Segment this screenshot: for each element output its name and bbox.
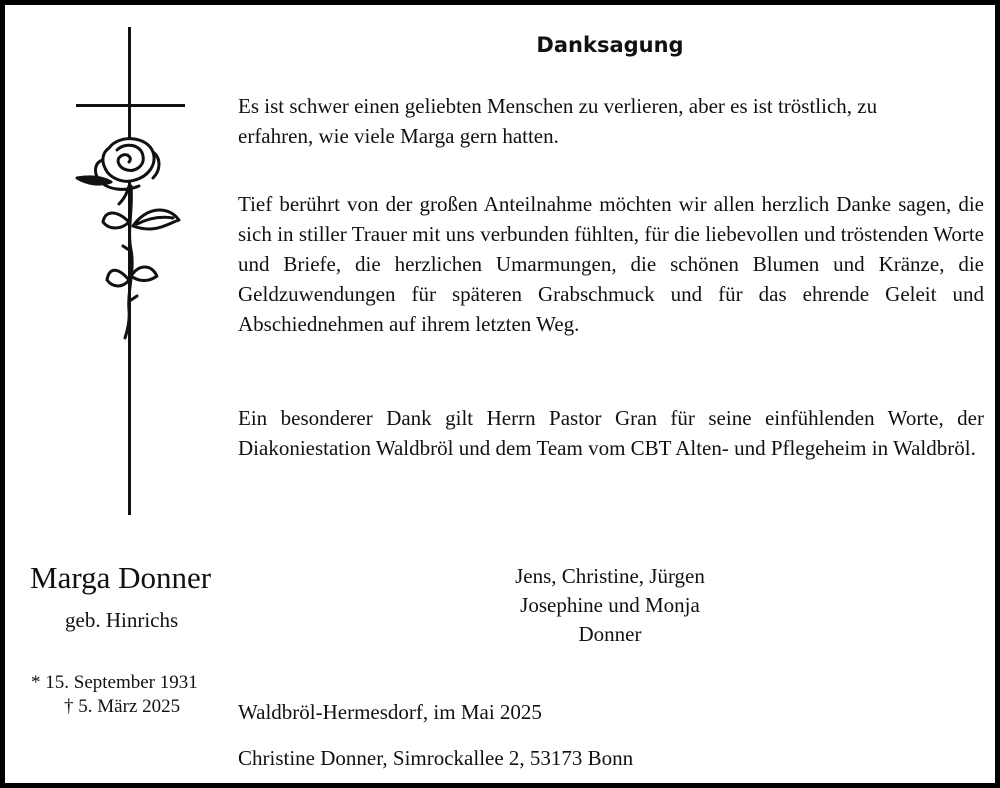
contact-address: Christine Donner, Simrockallee 2, 53173 Bonn [238, 746, 634, 770]
intro-paragraph: Es ist schwer einen geliebten Menschen zu verlieren, aber es ist tröstlich, zu erfahren, wie viele Marga gern hatten. [238, 94, 878, 148]
family-line: Jens, Christine, Jürgen [515, 564, 705, 588]
family-line: Josephine und Monja [520, 593, 700, 617]
thanks-paragraph: Tief berührt von der großen Anteilnahme möchten wir allen herzlich Danke sagen, die sich in stiller Trauer mit uns verbunden fühlten, für die liebevollen und tröstenden Worte und Briefe, die herzlichen Umarmungen, die schönen Blumen und Kränze, die Geldzuwendungen für späteren Grabschmuck und für das ehrende Geleit und Abschiednehmen auf ihrem letzten Weg. [238, 192, 984, 336]
rose-icon [69, 130, 189, 340]
death-date: † 5. März 2025 [64, 696, 181, 717]
special-thanks-paragraph: Ein besonderer Dank gilt Herrn Pastor Gran für seine einfühlenden Worte, der Diakoniestation Waldbröl und dem Team vom CBT Alten- und Pflegeheim in Waldbröl. [238, 406, 984, 460]
life-dates [31, 671, 231, 719]
family-signature [460, 562, 760, 649]
family-line: Donner [578, 622, 642, 646]
maiden-name: geb. Hinrichs [65, 608, 179, 632]
heading: Danksagung [536, 33, 684, 57]
place-date: Waldbröl-Hermesdorf, im Mai 2025 [238, 700, 542, 724]
deceased-name: Marga Donner [30, 560, 212, 595]
cross-icon-horizontal [76, 104, 185, 107]
birth-date: * 15. September 1931 [31, 672, 198, 693]
